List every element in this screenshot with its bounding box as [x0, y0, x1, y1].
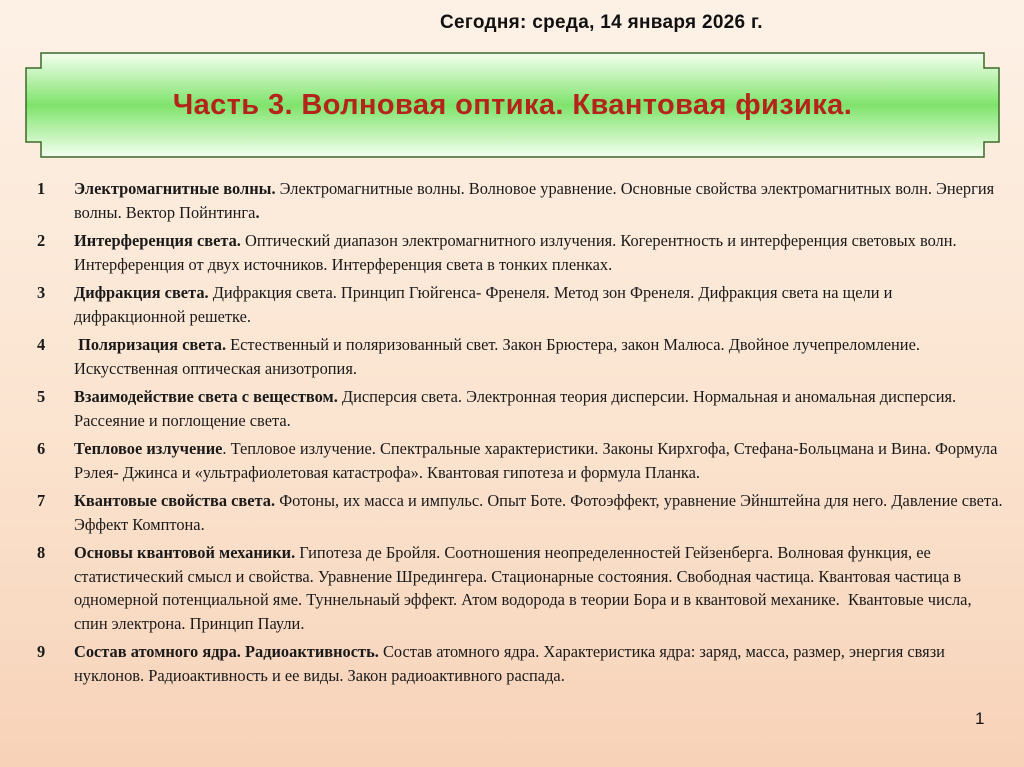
- topics-list: [37, 177, 1007, 692]
- topic-body: Гипотеза де Бройля. Соотношения неопределенностей Гейзенберга. Волновая функция, ее статистический смысл и свойства. Уравнение Шредингера. Стационарные состояния. Свободная частица. Квантовая частица в одномерной потенциальной яме. Туннельнаый эффект. Атом водорода в теории Бора и в квантовой механике. Квантовые числа, спин электрона. Принцип Паули.: [74, 543, 976, 633]
- topic-heading: Поляризация света.: [74, 335, 227, 354]
- topic-body: Состав атомного ядра. Характеристика ядра: заряд, масса, размер, энергия связи нуклонов. Радиоактивность и ее виды. Закон радиоактивного распада.: [74, 642, 945, 685]
- topic-text: [74, 385, 1007, 432]
- topic-body: Естественный и поляризованный свет. Закон Брюстера, закон Малюса. Двойное лучепреломление. Искусственная оптическая анизотропия.: [74, 335, 920, 378]
- topic-item: [37, 437, 1007, 484]
- topic-item: [37, 229, 1007, 276]
- topic-heading: Квантовые свойства света.: [74, 491, 276, 510]
- topic-body: Оптический диапазон электромагнитного излучения. Когерентность и интерференция световых волн. Интерференция от двух источников. Интерференция света в тонких пленках.: [74, 231, 957, 274]
- topic-tail: .: [255, 202, 260, 222]
- topic-text: [74, 333, 1007, 380]
- topic-number: 4: [37, 335, 46, 354]
- topic-body: Фотоны, их масса и импульс. Опыт Боте. Фотоэффект, уравнение Эйнштейна для него. Давление света. Эффект Комптона.: [74, 491, 1003, 534]
- topic-item: [37, 385, 1007, 432]
- topic-heading: Электромагнитные волны.: [74, 179, 276, 198]
- topic-item: [37, 281, 1007, 328]
- topic-item: [37, 489, 1007, 536]
- topic-body: . Тепловое излучение. Спектральные характеристики. Законы Кирхгофа, Стефана-Больцмана и Вина. Формула Рэлея- Джинса и «ультрафиолетовая катастрофа». Квантовая гипотеза и формула Планка.: [74, 439, 998, 482]
- topic-text: [74, 229, 1007, 276]
- topic-text: [74, 437, 1007, 484]
- topic-text: [74, 489, 1007, 536]
- topic-number: 3: [37, 283, 46, 302]
- topic-item: [37, 640, 1007, 687]
- topic-heading: Взаимодействие света с веществом.: [74, 387, 338, 406]
- topic-text: [74, 177, 1007, 224]
- topic-number: 7: [37, 491, 46, 510]
- topic-number: 6: [37, 439, 46, 458]
- topic-item: [37, 333, 1007, 380]
- topic-heading: Дифракция света.: [74, 283, 209, 302]
- topic-number: 9: [37, 642, 46, 661]
- topic-body: Дисперсия света. Электронная теория дисперсии. Нормальная и аномальная дисперсия. Рассеяние и поглощение света.: [74, 387, 957, 430]
- topic-item: [37, 177, 1007, 224]
- date-header: Сегодня: среда, 14 января 2026 г.: [440, 12, 763, 33]
- topic-body: Дифракция света. Принцип Гюйгенса- Френеля. Метод зон Френеля. Дифракция света на щели и дифракционной решетке.: [74, 283, 893, 326]
- topic-number: 1: [37, 179, 46, 198]
- title-banner: [25, 52, 1000, 158]
- topic-text: [74, 640, 1007, 687]
- banner-title: Часть 3. Волновая оптика. Квантовая физика.: [172, 88, 853, 121]
- topic-item: [37, 541, 1007, 635]
- topic-number: 5: [37, 387, 46, 406]
- topic-heading: Основы квантовой механики.: [74, 543, 296, 562]
- page-number: 1: [975, 709, 985, 728]
- topic-text: [74, 541, 1007, 635]
- topic-heading: Интерференция света.: [74, 231, 241, 250]
- topic-number: 8: [37, 543, 46, 562]
- topic-heading: Состав атомного ядра. Радиоактивность.: [74, 642, 379, 661]
- topic-heading: Тепловое излучение: [74, 439, 223, 458]
- topic-number: 2: [37, 231, 46, 250]
- topic-body: Электромагнитные волны. Волновое уравнение. Основные свойства электромагнитных волн. Энергия волны. Вектор Пойнтинга: [74, 179, 995, 222]
- topic-text: [74, 281, 1007, 328]
